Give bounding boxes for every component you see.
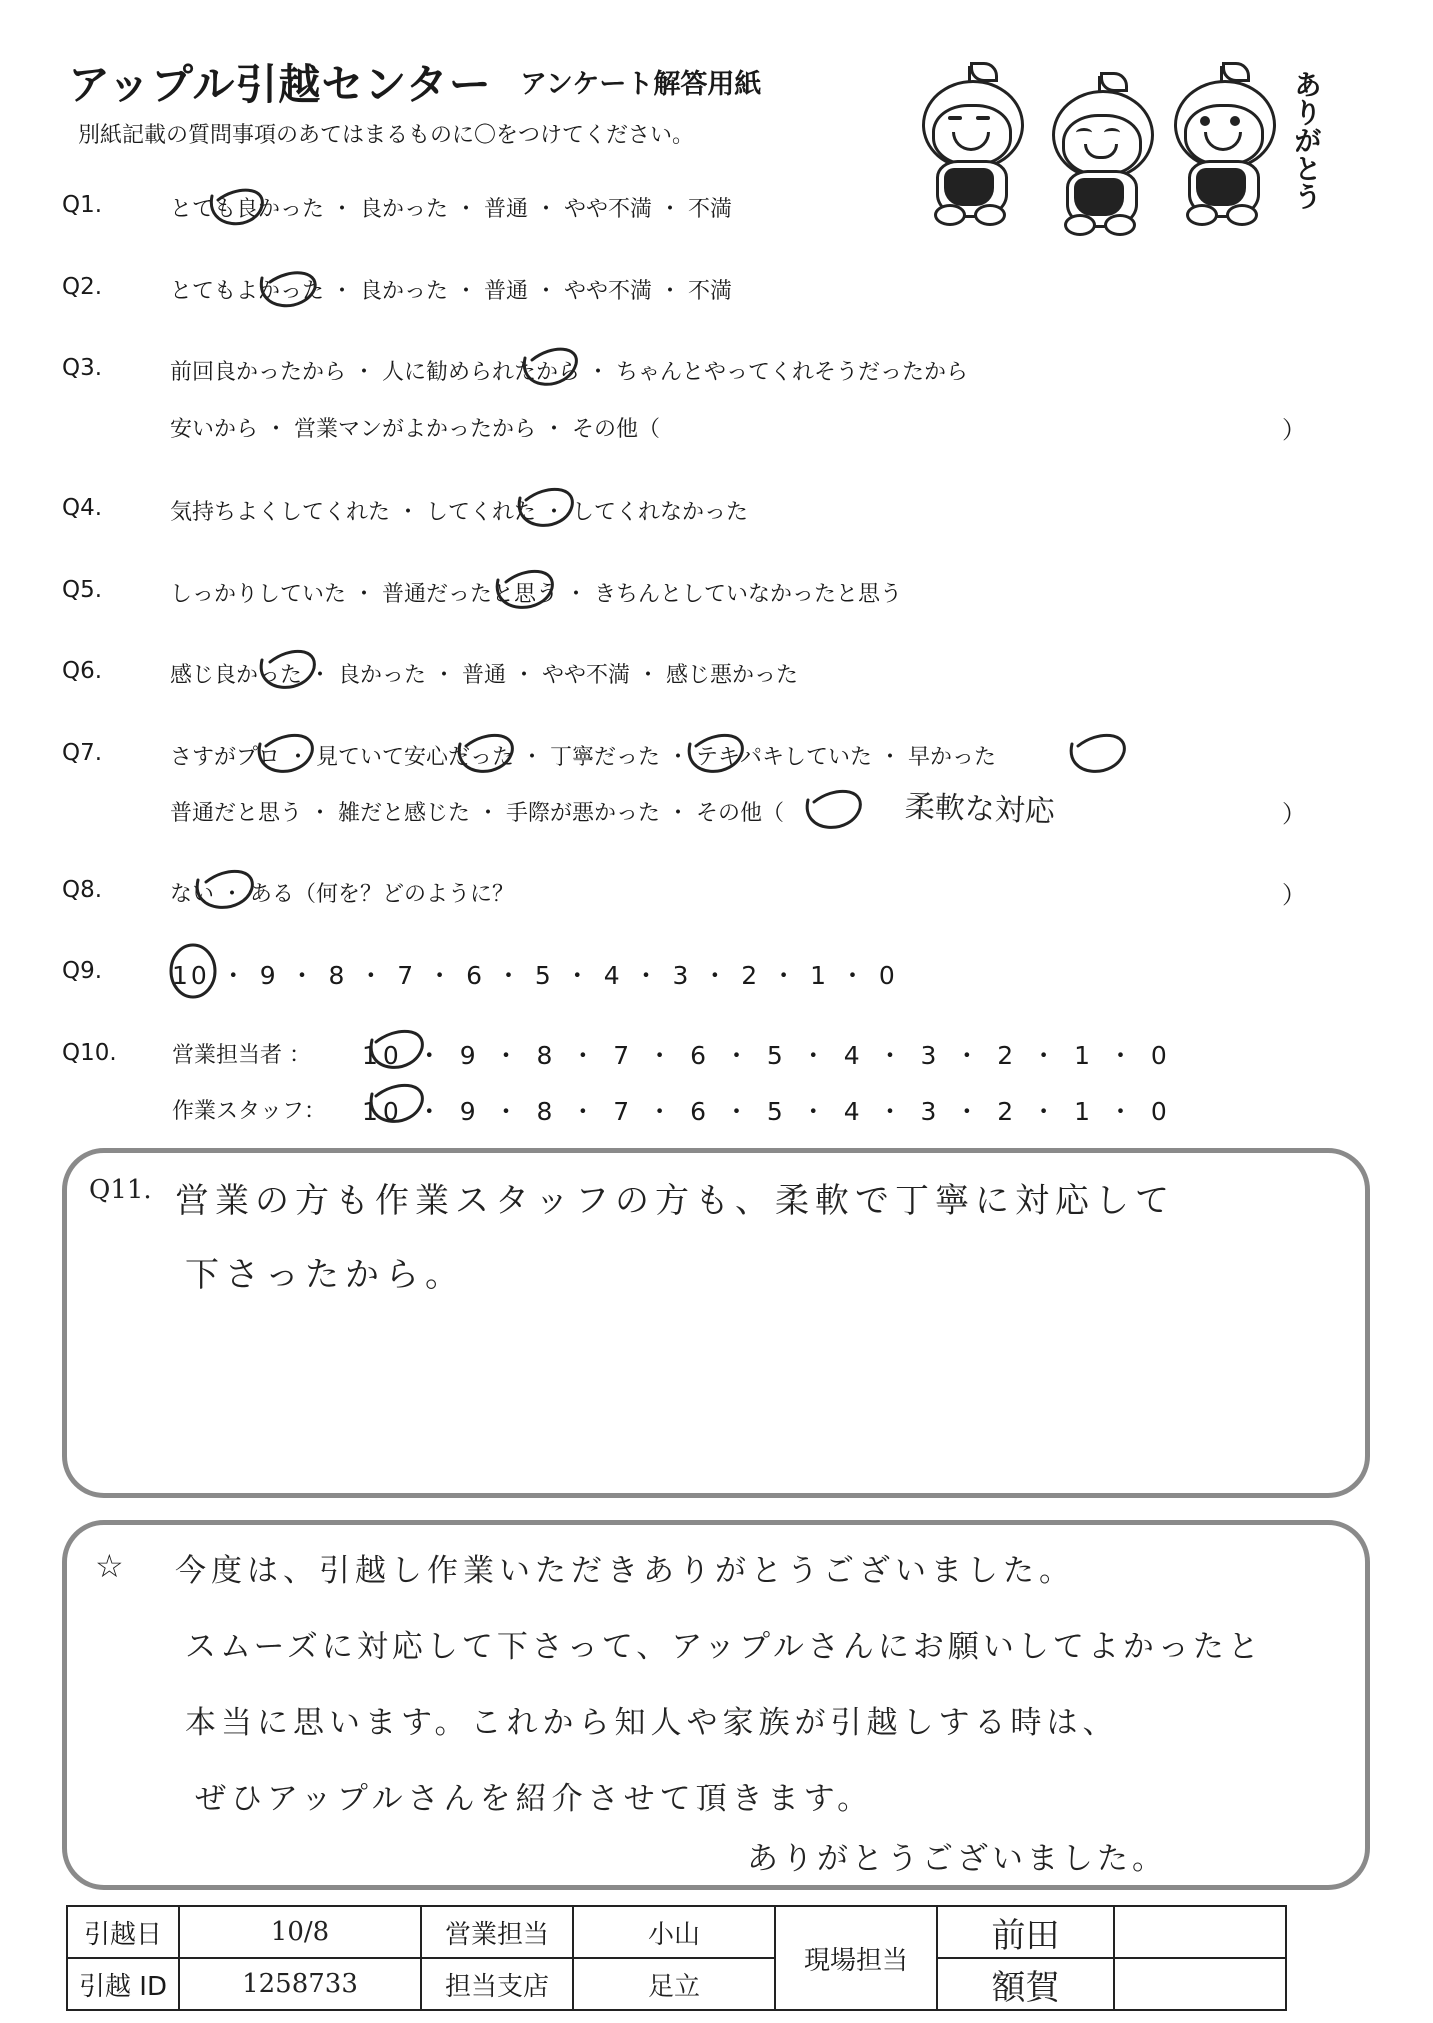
q6-options: 感じ良かった ・ 良かった ・ 普通 ・ やや不満 ・ 感じ悪かった [170, 663, 798, 688]
q11-answer-line1: 営業の方も作業スタッフの方も、柔軟で丁寧に対応して [175, 1181, 1175, 1221]
move-id-label: 引越 ID [67, 1958, 179, 2010]
move-id-value: 1258733 [179, 1958, 421, 2010]
q6-label: Q6. [62, 658, 103, 684]
q7-options-line2: 普通だと思う ・ 雑だと感じた ・ 手際が悪かった ・ その他（ [170, 801, 784, 826]
q7-circle-other [807, 791, 860, 827]
branch-label: 担当支店 [421, 1958, 573, 2010]
q7-label: Q7. [62, 740, 103, 766]
q8-close-paren: ） [1282, 881, 1306, 909]
q1-label: Q1. [62, 192, 103, 218]
q3-options-line1: 前回良かったから ・ 人に勧められたから ・ ちゃんとやってくれそうだったから [170, 360, 968, 385]
q2-circle-mark [261, 273, 315, 306]
q6-circle-mark [261, 651, 314, 687]
q1-circle-mark [211, 190, 262, 224]
q7-circle-teinei [689, 735, 742, 771]
q7-other-answer: 柔軟な対応 [904, 789, 1056, 830]
site-staff-label: 現場担当 [775, 1906, 937, 2010]
q11-answer-line2: 下さったから。 [185, 1255, 465, 1295]
q5-label: Q5. [62, 577, 103, 603]
comment-box [62, 1520, 1370, 1890]
sales-rep-label: 営業担当 [421, 1906, 573, 1958]
sales-rep-value: 小山 [573, 1906, 775, 1958]
comment-line-1: 今度は、引越し作業いただきありがとうございました。 [175, 1553, 1075, 1589]
form-subtitle: アンケート解答用紙 [520, 69, 762, 100]
site-staff-value-1: 前田 [937, 1906, 1114, 1958]
q7-close-paren: ） [1282, 800, 1306, 828]
q9-circle-10 [171, 945, 215, 997]
q11-answer-box [62, 1148, 1370, 1498]
q8-options: ない ・ ある（何を？どのように？ [170, 882, 514, 907]
q10-staff-circle [371, 1085, 422, 1121]
move-date-value: 10/8 [179, 1906, 421, 1958]
site-staff-empty-1 [1114, 1906, 1286, 1958]
q9-label: Q9. [62, 958, 103, 984]
q8-circle-mark [197, 871, 252, 907]
q5-circle-mark [497, 571, 552, 607]
q7-circle-puro [259, 735, 312, 771]
comment-line-4: ぜひアップルさんを紹介させて頂きます。 [195, 1781, 874, 1817]
q4-label: Q4. [62, 495, 103, 521]
q10-staff-label: 作業スタッフ： [172, 1099, 327, 1124]
q7-circle-hayai [1071, 735, 1124, 771]
q2-label: Q2. [62, 274, 103, 300]
footer-info-table [66, 1905, 1287, 2011]
thanks-text: ありがとう [1290, 70, 1323, 210]
comment-line-2: スムーズに対応して下さって、アップルさんにお願いしてよかったと [185, 1629, 1263, 1665]
instruction-text: 別紙記載の質問事項のあてはまるものに〇をつけてください。 [78, 123, 695, 148]
q7-circle-anshin [459, 735, 512, 771]
q10-staff-scale: 10 ・ 9 ・ 8 ・ 7 ・ 6 ・ 5 ・ 4 ・ 3 ・ 2 ・ 1 ・ 0 [362, 1097, 1172, 1126]
q3-label: Q3. [62, 355, 103, 381]
comment-line-3: 本当に思います。これから知人や家族が引越しする時は、 [185, 1705, 1119, 1741]
move-date-label: 引越日 [67, 1906, 179, 1958]
q2-options: とてもよかった ・ 良かった ・ 普通 ・ やや不満 ・ 不満 [170, 279, 732, 304]
q10-label: Q10. [62, 1040, 117, 1066]
q9-scale: 10 ・ 9 ・ 8 ・ 7 ・ 6 ・ 5 ・ 4 ・ 3 ・ 2 ・ 1 ・ 0 [172, 961, 898, 990]
q3-circle-mark [524, 349, 576, 384]
q3-options-line2: 安いから ・ 営業マンがよかったから ・ その他（ [170, 417, 660, 442]
q10-sales-label: 営業担当者 ： [172, 1043, 311, 1068]
q3-close-paren: ） [1282, 416, 1306, 444]
comment-line-5: ありがとうございました。 [747, 1841, 1167, 1877]
form-title: アップル引越センター [68, 60, 492, 109]
q4-options: 気持ちよくしてくれた ・ してくれた ・ してくれなかった [170, 500, 748, 525]
q10-sales-circle [371, 1031, 422, 1067]
site-staff-empty-2 [1114, 1958, 1286, 2010]
q10-sales-scale: 10 ・ 9 ・ 8 ・ 7 ・ 6 ・ 5 ・ 4 ・ 3 ・ 2 ・ 1 ・ 0 [362, 1041, 1172, 1070]
q4-circle-mark [519, 489, 572, 525]
site-staff-value-2: 額賀 [937, 1958, 1114, 2010]
q11-label: Q11. [89, 1175, 152, 1205]
branch-value: 足立 [573, 1958, 775, 2010]
star-icon: ☆ [95, 1547, 124, 1585]
q8-label: Q8. [62, 877, 103, 903]
q1-options: とても良かった ・ 良かった ・ 普通 ・ やや不満 ・ 不満 [170, 197, 732, 222]
q5-options: しっかりしていた ・ 普通だったと思う ・ きちんとしていなかったと思う [170, 582, 902, 607]
q7-options-line1: さすがプロ ・ 見ていて安心だった ・ 丁寧だった ・ テキパキしていた ・ 早かった [170, 745, 996, 770]
